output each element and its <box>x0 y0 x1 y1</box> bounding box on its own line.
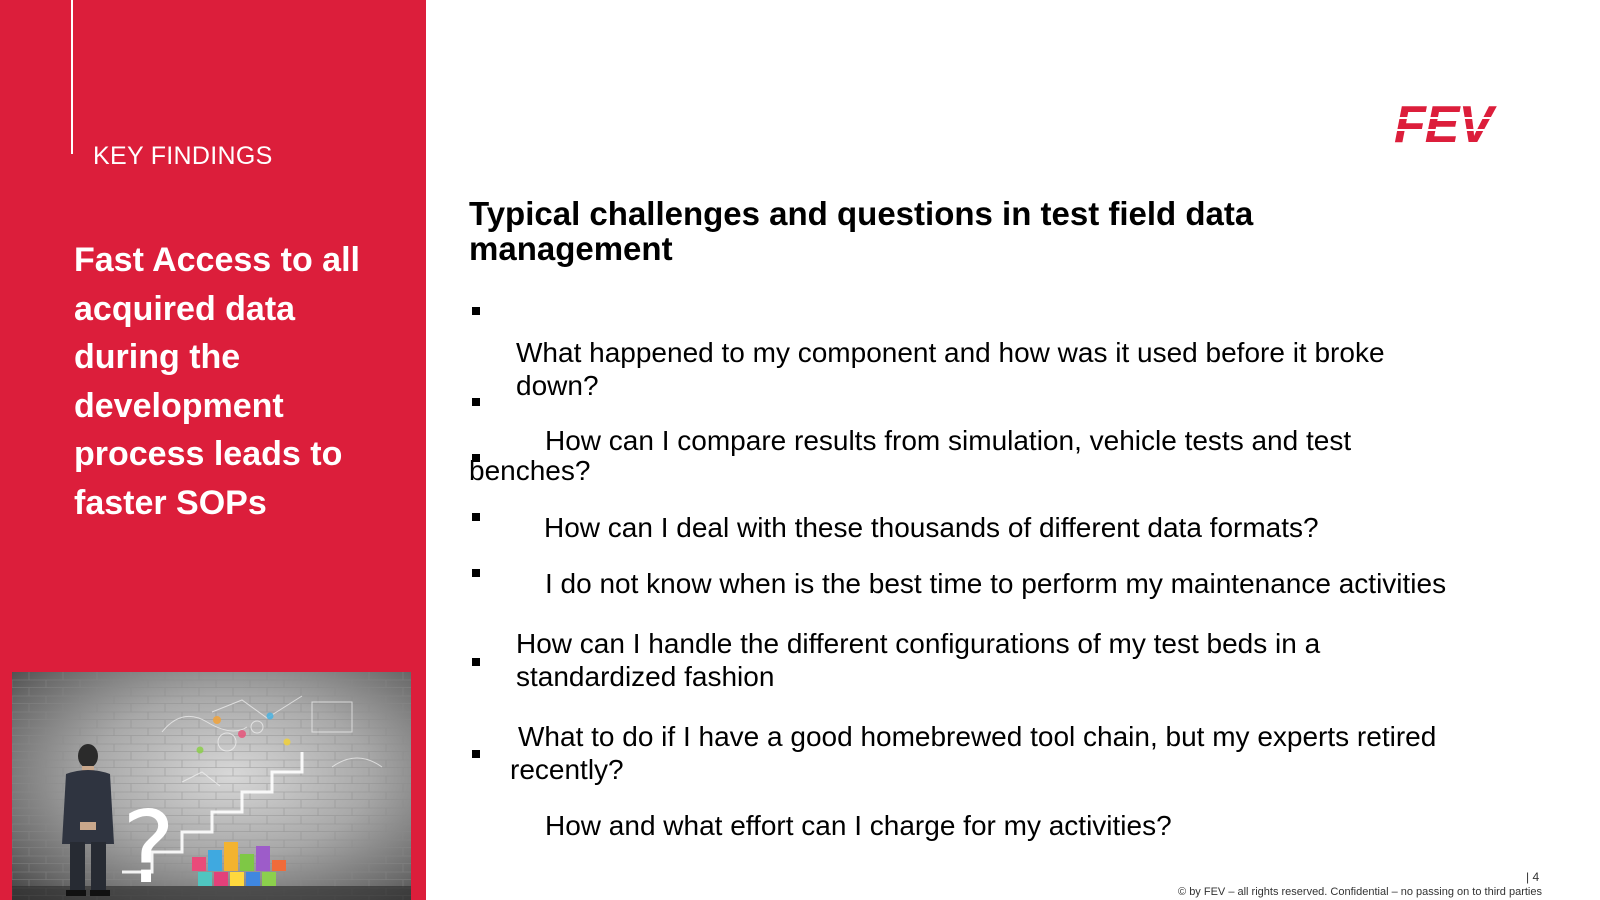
logo-text: FEV <box>1394 100 1493 148</box>
question-line: How and what effort can I charge for my activities? <box>545 810 1172 841</box>
question-line: How can I handle the different configurations of my test beds in a <box>516 628 1321 659</box>
page-number: | 4 <box>1526 870 1540 884</box>
question-line: I do not know when is the best time to perform my maintenance activities <box>545 568 1447 599</box>
question-line: standardized fashion <box>516 661 775 692</box>
fev-logo <box>1394 100 1544 148</box>
bullet-marker <box>472 307 480 315</box>
section-label: KEY FINDINGS <box>93 142 273 170</box>
bullet-marker <box>472 658 480 666</box>
question-line: What happened to my component and how was it used before it broke <box>516 337 1385 368</box>
bullet-marker <box>472 398 480 406</box>
bullet-marker <box>472 750 480 758</box>
question-line: How can I deal with these thousands of different data formats? <box>544 512 1319 543</box>
left-panel <box>0 0 426 900</box>
question-line: down? <box>516 370 599 401</box>
question-line: recently? <box>510 754 624 785</box>
question-line: What to do if I have a good homebrewed tool chain, but my experts retired <box>518 721 1437 752</box>
bullet-marker <box>472 513 480 521</box>
question-line: How can I compare results from simulation, vehicle tests and test <box>545 425 1352 456</box>
question-line: benches? <box>469 455 591 486</box>
bullet-marker <box>472 569 480 577</box>
slide-title: Typical challenges and questions in test field data management <box>469 195 1254 267</box>
businessman-staircase-question-icon <box>12 672 411 900</box>
vertical-divider <box>71 0 73 154</box>
question-mark-glyph: ? <box>122 789 176 900</box>
confidentiality-note: © by FEV – all rights reserved. Confidential – no passing on to third parties <box>1178 886 1542 898</box>
key-finding-headline: Fast Access to all acquired data during the development process leads to faster SOPs <box>74 241 360 522</box>
